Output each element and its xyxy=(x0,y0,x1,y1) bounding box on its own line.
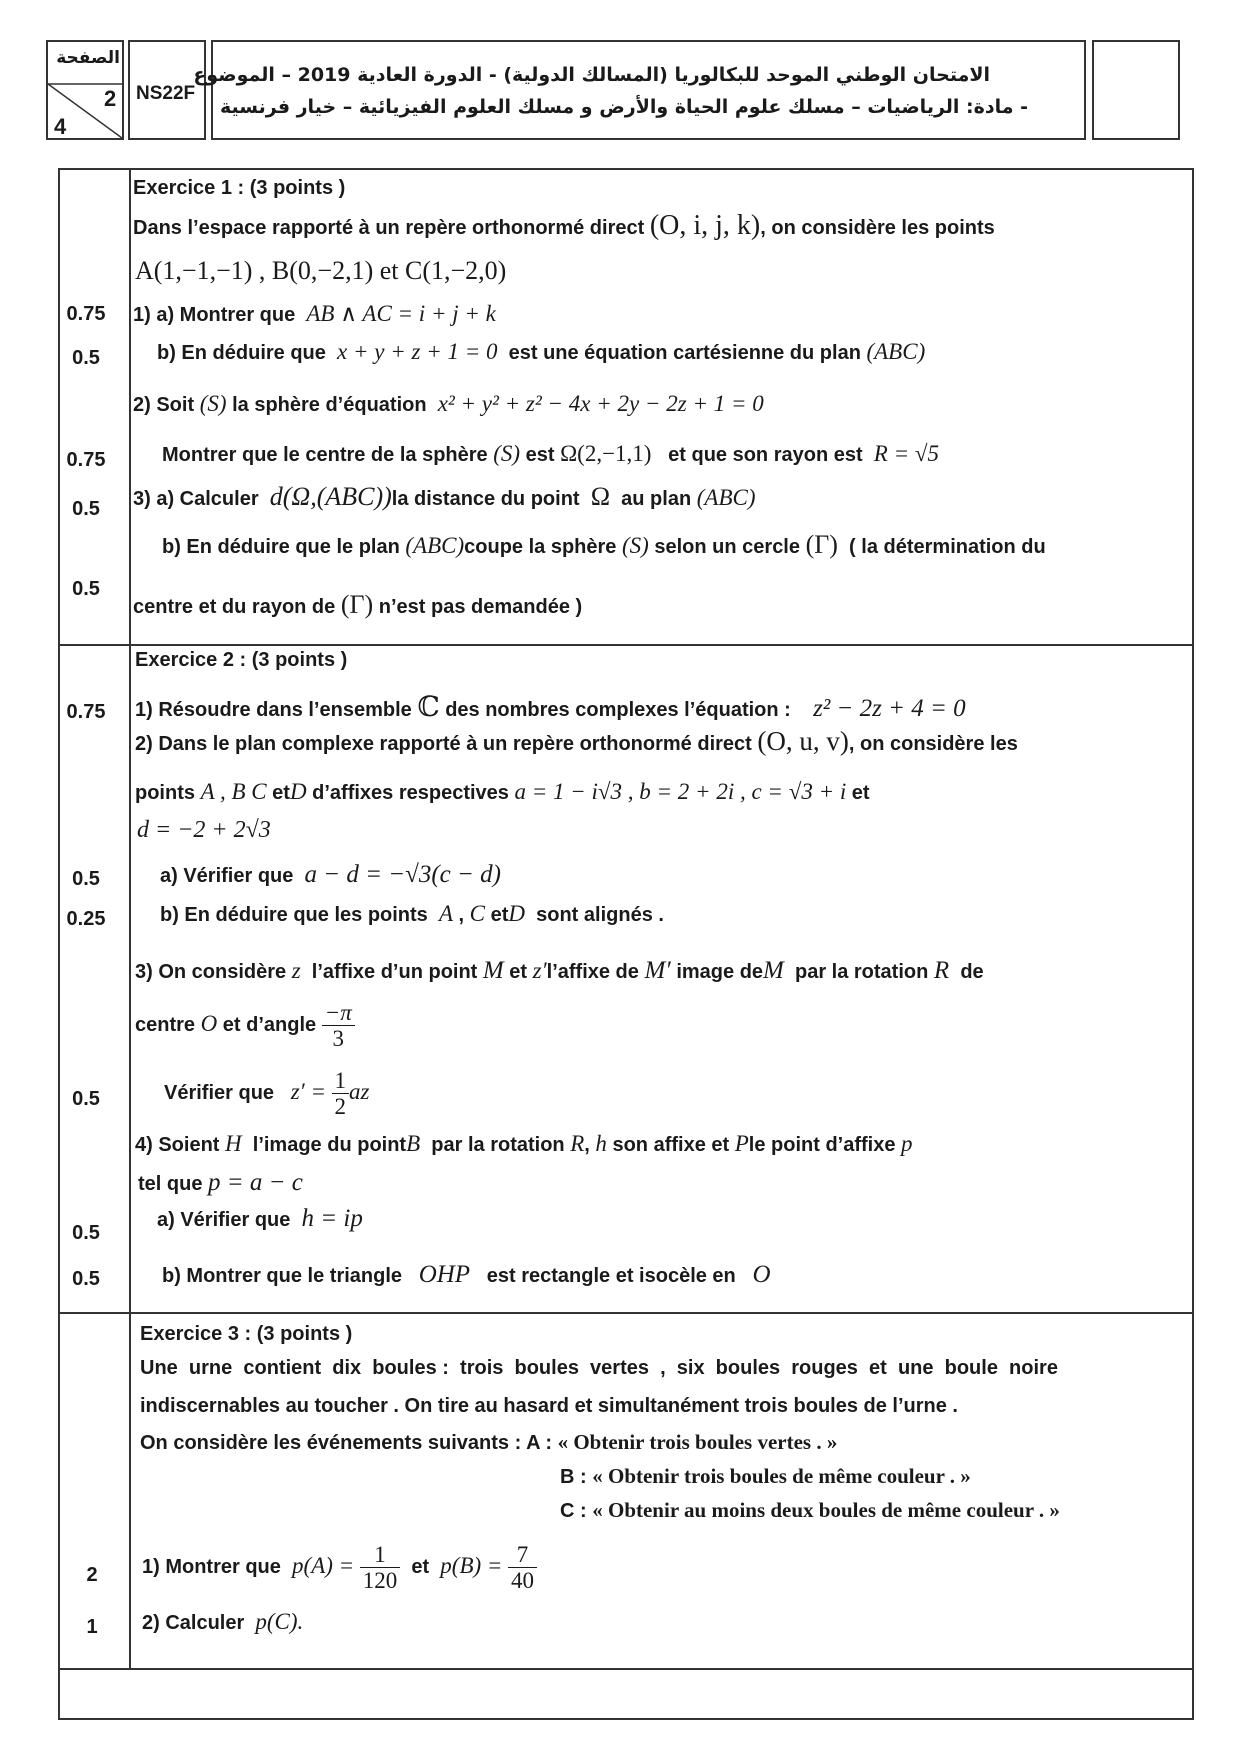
score-ex1-q1b: 0.5 xyxy=(72,347,100,369)
score-ex2-q4b: 0.5 xyxy=(72,1268,100,1290)
ex1-points: A(1,−1,−1) , B(0,−2,1) et C(1,−2,0) xyxy=(135,256,507,285)
score-ex1-q3a: 0.5 xyxy=(72,498,100,520)
ex1-q3b: b) En déduire que le plan (ABC)coupe la sphère (S) selon un cercle (Γ) ( la détermination du xyxy=(162,530,1046,559)
exercise-3-title: Exercice 3 : (3 points ) xyxy=(140,1323,353,1345)
score-column-divider xyxy=(129,168,131,1670)
score-ex2-q1: 0.75 xyxy=(66,701,106,723)
score-ex3-q2: 1 xyxy=(86,1616,98,1638)
score-ex3-q1: 2 xyxy=(86,1564,98,1586)
ex1-q1a: 1) a) Montrer que AB ∧ AC = i + j + k xyxy=(133,301,496,326)
score-ex2-q2a: 0.5 xyxy=(72,868,100,890)
angle-fraction: $\frac{-\pi}{3}$ xyxy=(322,1000,355,1052)
ex3-event-c: C : « Obtenir au moins deux boules de même couleur . » xyxy=(560,1498,1060,1522)
page-total: 4 xyxy=(54,114,67,139)
ex2-q4: 4) Soient H l’image du pointB par la rotation R, h son affixe et Ple point d’affixe p xyxy=(135,1131,913,1156)
pB-fraction: $\frac{7}{40}$ xyxy=(508,1542,537,1594)
ex2-q1: 1) Résoudre dans l’ensemble ℂ des nombres complexes l’équation : z² − 2z + 4 = 0 xyxy=(135,692,966,723)
ex2-q4-line2: tel que p = a − c xyxy=(138,1169,303,1196)
ex2-q2b: b) En déduire que les points A , C etD sont alignés . xyxy=(160,901,664,926)
page-number: 2 xyxy=(104,86,117,111)
ex3-q2: 2) Calculer p(C). xyxy=(142,1609,304,1634)
exercise-2-title: Exercice 2 : (3 points ) xyxy=(135,649,348,671)
exercise-1-title: Exercice 1 : (3 points ) xyxy=(133,177,346,199)
score-ex1-q3b: 0.5 xyxy=(72,578,100,600)
ex2-d-affix: d = −2 + 2√3 xyxy=(137,817,271,843)
logo-box xyxy=(1092,40,1180,140)
page-word: الصفحة xyxy=(56,48,120,68)
pA-fraction: $\frac{1}{120}$ xyxy=(360,1542,401,1594)
score-ex2-q2b: 0.25 xyxy=(66,908,106,930)
exam-title-line1: الامتحان الوطني الموحد للبكالوريا (المسالك الدولية) - الدورة العادية 2019 – الموضوع xyxy=(193,64,990,86)
ex2-q4b: b) Montrer que le triangle OHP est rectangle et isocèle en O xyxy=(162,1261,771,1288)
score-ex1-q2: 0.75 xyxy=(66,449,106,471)
ex1-q2b: Montrer que le centre de la sphère (S) est Ω(2,−1,1) et que son rayon est R = √5 xyxy=(162,441,939,466)
score-ex2-q3: 0.5 xyxy=(72,1088,100,1110)
exam-code: NS22F xyxy=(136,83,196,104)
ex2-q2-line2: points A , B C etD d’affixes respectives a = 1 − i√3 , b = 2 + 2i , c = √3 + i et xyxy=(135,779,870,804)
divider-ex2-ex3 xyxy=(58,1312,1194,1314)
divider-ex1-ex2 xyxy=(58,644,1194,646)
ex2-q3b: Vérifier que z′ = $\frac{1}{2}$ az xyxy=(164,1068,370,1120)
ex2-q2a: a) Vérifier que a − d = −√3(c − d) xyxy=(160,861,501,888)
ex1-q3b-line2: centre et du rayon de (Γ) n’est pas demandée ) xyxy=(133,590,583,619)
score-ex2-q4a: 0.5 xyxy=(72,1222,100,1244)
ex3-line1: Une urne contient dix boules : trois boules vertes , six boules rouges et une boule noire xyxy=(140,1357,1058,1379)
ex2-q2: 2) Dans le plan complexe rapporté à un repère orthonormé direct (O, u, v), on considère les xyxy=(135,726,1018,756)
ex1-q2: 2) Soit (S) la sphère d’équation x² + y² + z² − 4x + 2y − 2z + 1 = 0 xyxy=(133,391,764,416)
title-box xyxy=(211,40,1086,140)
ex3-line2: indiscernables au toucher . On tire au hasard et simultanément trois boules de l’urne . xyxy=(140,1395,958,1417)
divider-footer xyxy=(58,1668,1194,1670)
half-fraction: $\frac{1}{2}$ xyxy=(332,1068,350,1120)
ex1-q1b: b) En déduire que x + y + z + 1 = 0 est une équation cartésienne du plan (ABC) xyxy=(157,339,926,364)
ex3-events-intro: On considère les événements suivants : A : « Obtenir trois boules vertes . » xyxy=(140,1430,838,1454)
ex2-q3: 3) On considère z l’affixe d’un point M et z′l’affixe de M′ image deM par la rotation R de xyxy=(135,957,984,984)
ex3-event-b: B : « Obtenir trois boules de même couleur . » xyxy=(560,1464,971,1488)
ex3-q1: 1) Montrer que p(A) = $\frac{1}{120}$ et p(B) = $\frac{7}{40}$ xyxy=(142,1542,537,1594)
ex1-intro: Dans l’espace rapporté à un repère orthonormé direct (O, i, j, k), on considère les points xyxy=(133,210,995,241)
ex1-q3a: 3) a) Calculer d(Ω,(ABC))la distance du point Ω au plan (ABC) xyxy=(133,482,756,511)
ex2-q3-line2: centre O et d’angle $\frac{-\pi}{3}$ xyxy=(135,1000,355,1052)
score-ex1-q1a: 0.75 xyxy=(66,303,106,325)
ex2-q4a: a) Vérifier que h = ip xyxy=(157,1205,363,1232)
exam-title-line2: - مادة: الرياضيات – مسلك علوم الحياة والأرض و مسلك العلوم الفيزيائية – خيار فرنسية xyxy=(220,96,1028,118)
